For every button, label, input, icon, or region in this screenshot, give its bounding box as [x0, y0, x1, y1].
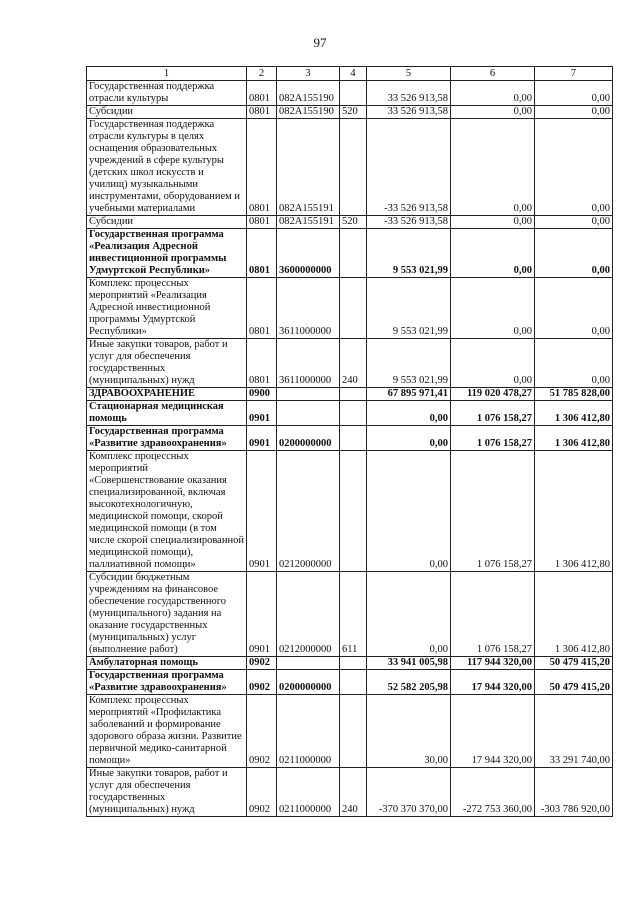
row-name: Комплекс процессных мероприятий «Совершенствование оказания специализированной, включая высокотехнологичную, медицинской помощи, скорой медицинской помощи (в том числе скорой специализированной медицинской помощи), паллиативной помощи» — [87, 451, 247, 572]
row-name: Государственная программа «Развитие здравоохранения» — [87, 426, 247, 451]
expense-type-code: 611 — [340, 572, 367, 657]
amount-col7: 0,00 — [535, 278, 613, 339]
row-name: ЗДРАВООХРАНЕНИЕ — [87, 388, 247, 401]
table-row — [87, 339, 613, 388]
amount-col6: 1 076 158,27 — [451, 451, 535, 572]
amount-col7: 50 479 415,20 — [535, 670, 613, 695]
row-name: Иные закупки товаров, работ и услуг для обеспечения государственных (муниципальных) нужд — [87, 339, 247, 388]
amount-col6: 0,00 — [451, 119, 535, 216]
amount-col6: 0,00 — [451, 339, 535, 388]
amount-col5: 0,00 — [367, 572, 451, 657]
row-name: Государственная программа «Реализация Адресной инвестиционной программы Удмуртской Республики» — [87, 229, 247, 278]
amount-col6: 17 944 320,00 — [451, 695, 535, 768]
amount-col6: 1 076 158,27 — [451, 426, 535, 451]
row-name: Государственная поддержка отрасли культуры — [87, 81, 247, 106]
table-row — [87, 426, 613, 451]
column-header: 7 — [535, 67, 613, 81]
amount-col6: 1 076 158,27 — [451, 572, 535, 657]
table-row — [87, 451, 613, 572]
amount-col7: 0,00 — [535, 81, 613, 106]
section-code: 0801 — [247, 278, 277, 339]
budget-table — [86, 66, 613, 817]
row-name: Субсидии — [87, 216, 247, 229]
section-code: 0801 — [247, 216, 277, 229]
target-article-code: 0211000000 — [277, 695, 340, 768]
amount-col5: 9 553 021,99 — [367, 229, 451, 278]
target-article-code: 082A155191 — [277, 119, 340, 216]
expense-type-code — [340, 426, 367, 451]
expense-type-code: 520 — [340, 216, 367, 229]
amount-col5: -33 526 913,58 — [367, 216, 451, 229]
section-code: 0902 — [247, 768, 277, 817]
section-code: 0902 — [247, 695, 277, 768]
column-header: 4 — [340, 67, 367, 81]
table-row — [87, 278, 613, 339]
section-code: 0801 — [247, 106, 277, 119]
table-row — [87, 670, 613, 695]
target-article-code: 082A155191 — [277, 216, 340, 229]
target-article-code: 0211000000 — [277, 768, 340, 817]
table-row — [87, 768, 613, 817]
amount-col5: 0,00 — [367, 401, 451, 426]
expense-type-code: 240 — [340, 768, 367, 817]
target-article-code: 082A155190 — [277, 106, 340, 119]
section-code: 0901 — [247, 401, 277, 426]
section-code: 0901 — [247, 426, 277, 451]
amount-col7: 50 479 415,20 — [535, 657, 613, 670]
amount-col5: 33 526 913,58 — [367, 81, 451, 106]
row-name: Государственная поддержка отрасли культуры в целях оснащения образовательных учреждений в сфере культуры (детских школ искусств и училищ) музыкальными инструментами, оборудованием и учебными материалами — [87, 119, 247, 216]
row-name: Иные закупки товаров, работ и услуг для обеспечения государственных (муниципальных) нужд — [87, 768, 247, 817]
table-row — [87, 119, 613, 216]
section-code: 0900 — [247, 388, 277, 401]
amount-col5: 0,00 — [367, 426, 451, 451]
target-article-code — [277, 388, 340, 401]
amount-col6: 0,00 — [451, 106, 535, 119]
amount-col6: -272 753 360,00 — [451, 768, 535, 817]
amount-col7: 0,00 — [535, 339, 613, 388]
page-number: 97 — [313, 35, 327, 50]
amount-col7: 1 306 412,80 — [535, 451, 613, 572]
target-article-code — [277, 657, 340, 670]
table-row — [87, 695, 613, 768]
amount-col7: 1 306 412,80 — [535, 401, 613, 426]
row-name: Стационарная медицинская помощь — [87, 401, 247, 426]
amount-col7: 0,00 — [535, 106, 613, 119]
expense-type-code: 520 — [340, 106, 367, 119]
row-name: Комплекс процессных мероприятий «Реализация Адресной инвестиционной программы Удмуртской Республики» — [87, 278, 247, 339]
column-header: 2 — [247, 67, 277, 81]
expense-type-code — [340, 401, 367, 426]
table-row — [87, 657, 613, 670]
amount-col7: 1 306 412,80 — [535, 426, 613, 451]
target-article-code: 0212000000 — [277, 572, 340, 657]
section-code: 0801 — [247, 229, 277, 278]
column-header: 6 — [451, 67, 535, 81]
expense-type-code — [340, 229, 367, 278]
expense-type-code — [340, 81, 367, 106]
amount-col5: 33 941 005,98 — [367, 657, 451, 670]
amount-col5: -33 526 913,58 — [367, 119, 451, 216]
amount-col6: 119 020 478,27 — [451, 388, 535, 401]
amount-col7: 0,00 — [535, 119, 613, 216]
amount-col5: 52 582 205,98 — [367, 670, 451, 695]
target-article-code: 3611000000 — [277, 278, 340, 339]
expense-type-code — [340, 278, 367, 339]
amount-col6: 0,00 — [451, 216, 535, 229]
amount-col7: 33 291 740,00 — [535, 695, 613, 768]
table-row — [87, 388, 613, 401]
amount-col5: 67 895 971,41 — [367, 388, 451, 401]
expense-type-code — [340, 695, 367, 768]
amount-col7: 51 785 828,00 — [535, 388, 613, 401]
table-row — [87, 106, 613, 119]
row-name: Комплекс процессных мероприятий «Профилактика заболеваний и формирование здорового образа жизни. Развитие первичной медико-санитарной помощи» — [87, 695, 247, 768]
row-name: Амбулаторная помощь — [87, 657, 247, 670]
amount-col7: 0,00 — [535, 216, 613, 229]
target-article-code: 0200000000 — [277, 670, 340, 695]
table-row — [87, 401, 613, 426]
amount-col6: 117 944 320,00 — [451, 657, 535, 670]
amount-col5: 33 526 913,58 — [367, 106, 451, 119]
expense-type-code — [340, 670, 367, 695]
target-article-code: 082A155190 — [277, 81, 340, 106]
amount-col6: 0,00 — [451, 278, 535, 339]
target-article-code: 3611000000 — [277, 339, 340, 388]
column-header: 5 — [367, 67, 451, 81]
target-article-code: 3600000000 — [277, 229, 340, 278]
amount-col5: 9 553 021,99 — [367, 339, 451, 388]
table-row — [87, 572, 613, 657]
row-name: Субсидии бюджетным учреждениям на финансовое обеспечение государственного (муниципального) задания на оказание государственных (муниципальных) услуг (выполнение работ) — [87, 572, 247, 657]
expense-type-code — [340, 657, 367, 670]
column-header: 1 — [87, 67, 247, 81]
table-row — [87, 81, 613, 106]
amount-col7: -303 786 920,00 — [535, 768, 613, 817]
amount-col6: 17 944 320,00 — [451, 670, 535, 695]
expense-type-code — [340, 388, 367, 401]
amount-col5: 30,00 — [367, 695, 451, 768]
table-row — [87, 229, 613, 278]
section-code: 0801 — [247, 81, 277, 106]
expense-type-code — [340, 451, 367, 572]
section-code: 0901 — [247, 572, 277, 657]
section-code: 0902 — [247, 657, 277, 670]
amount-col5: -370 370 370,00 — [367, 768, 451, 817]
section-code: 0801 — [247, 339, 277, 388]
amount-col6: 0,00 — [451, 229, 535, 278]
target-article-code: 0212000000 — [277, 451, 340, 572]
amount-col5: 9 553 021,99 — [367, 278, 451, 339]
amount-col6: 0,00 — [451, 81, 535, 106]
section-code: 0801 — [247, 119, 277, 216]
row-name: Государственная программа «Развитие здравоохранения» — [87, 670, 247, 695]
section-code: 0902 — [247, 670, 277, 695]
row-name: Субсидии — [87, 106, 247, 119]
amount-col5: 0,00 — [367, 451, 451, 572]
expense-type-code — [340, 119, 367, 216]
amount-col7: 1 306 412,80 — [535, 572, 613, 657]
expense-type-code: 240 — [340, 339, 367, 388]
column-header: 3 — [277, 67, 340, 81]
amount-col7: 0,00 — [535, 229, 613, 278]
header-row — [87, 67, 613, 81]
target-article-code — [277, 401, 340, 426]
table-row — [87, 216, 613, 229]
amount-col6: 1 076 158,27 — [451, 401, 535, 426]
target-article-code: 0200000000 — [277, 426, 340, 451]
section-code: 0901 — [247, 451, 277, 572]
